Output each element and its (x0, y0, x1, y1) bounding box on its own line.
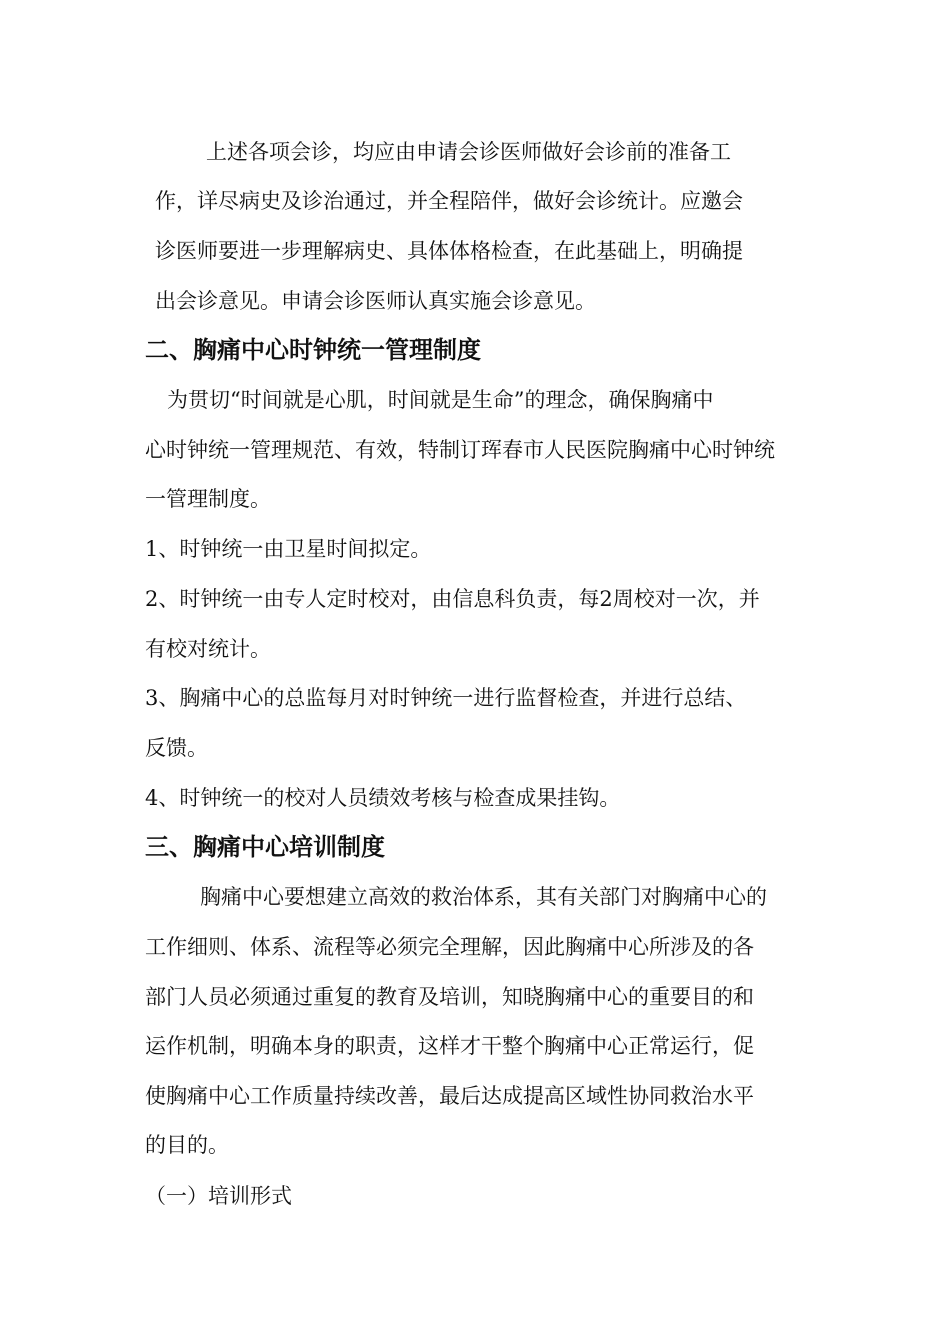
paragraph-line: 出会诊意见。申请会诊医师认真实施会诊意见。 (155, 289, 596, 313)
paragraph-line: 一管理制度。 (145, 487, 271, 511)
paragraph-line: 的目的。 (145, 1133, 229, 1157)
paragraph-line: 心时钟统一管理规范、有效，特制订珲春市人民医院胸痛中心时钟统 (145, 438, 775, 462)
list-item-continuation: 有校对统计。 (145, 637, 271, 661)
section-heading-clock-management: 二、胸痛中心时钟统一管理制度 (145, 336, 481, 364)
subheading-training-format: （一）培训形式 (145, 1184, 292, 1208)
list-item: 4、时钟统一的校对人员绩效考核与检查成果挂钩。 (145, 786, 621, 810)
paragraph-line: 胸痛中心要想建立高效的救治体系，其有关部门对胸痛中心的 (200, 885, 767, 909)
list-item: 3、胸痛中心的总监每月对时钟统一进行监督检查，并进行总结、 (145, 686, 747, 710)
paragraph-line: 运作机制，明确本身的职责，这样才干整个胸痛中心正常运行，促 (145, 1034, 754, 1058)
paragraph-line: 为贯切“时间就是心肌，时间就是生命”的理念，确保胸痛中 (167, 388, 714, 412)
list-item-continuation: 反馈。 (145, 736, 208, 760)
paragraph-line: 上述各项会诊，均应由申请会诊医师做好会诊前的准备工 (206, 140, 731, 164)
paragraph-line: 使胸痛中心工作质量持续改善，最后达成提高区域性协同救治水平 (145, 1084, 754, 1108)
list-item: 2、时钟统一由专人定时校对，由信息科负责，每2周校对一次，并 (145, 587, 760, 611)
section-heading-training: 三、胸痛中心培训制度 (145, 833, 385, 861)
paragraph-line: 工作细则、体系、流程等必须完全理解，因此胸痛中心所涉及的各 (145, 935, 754, 959)
paragraph-line: 诊医师要进一步理解病史、具体体格检查，在此基础上，明确提 (155, 239, 743, 263)
paragraph-line: 作，详尽病史及诊治通过，并全程陪伴，做好会诊统计。应邀会 (155, 189, 743, 213)
paragraph-line: 部门人员必须通过重复的教育及培训，知晓胸痛中心的重要目的和 (145, 985, 754, 1009)
list-item: 1、时钟统一由卫星时间拟定。 (145, 537, 432, 561)
